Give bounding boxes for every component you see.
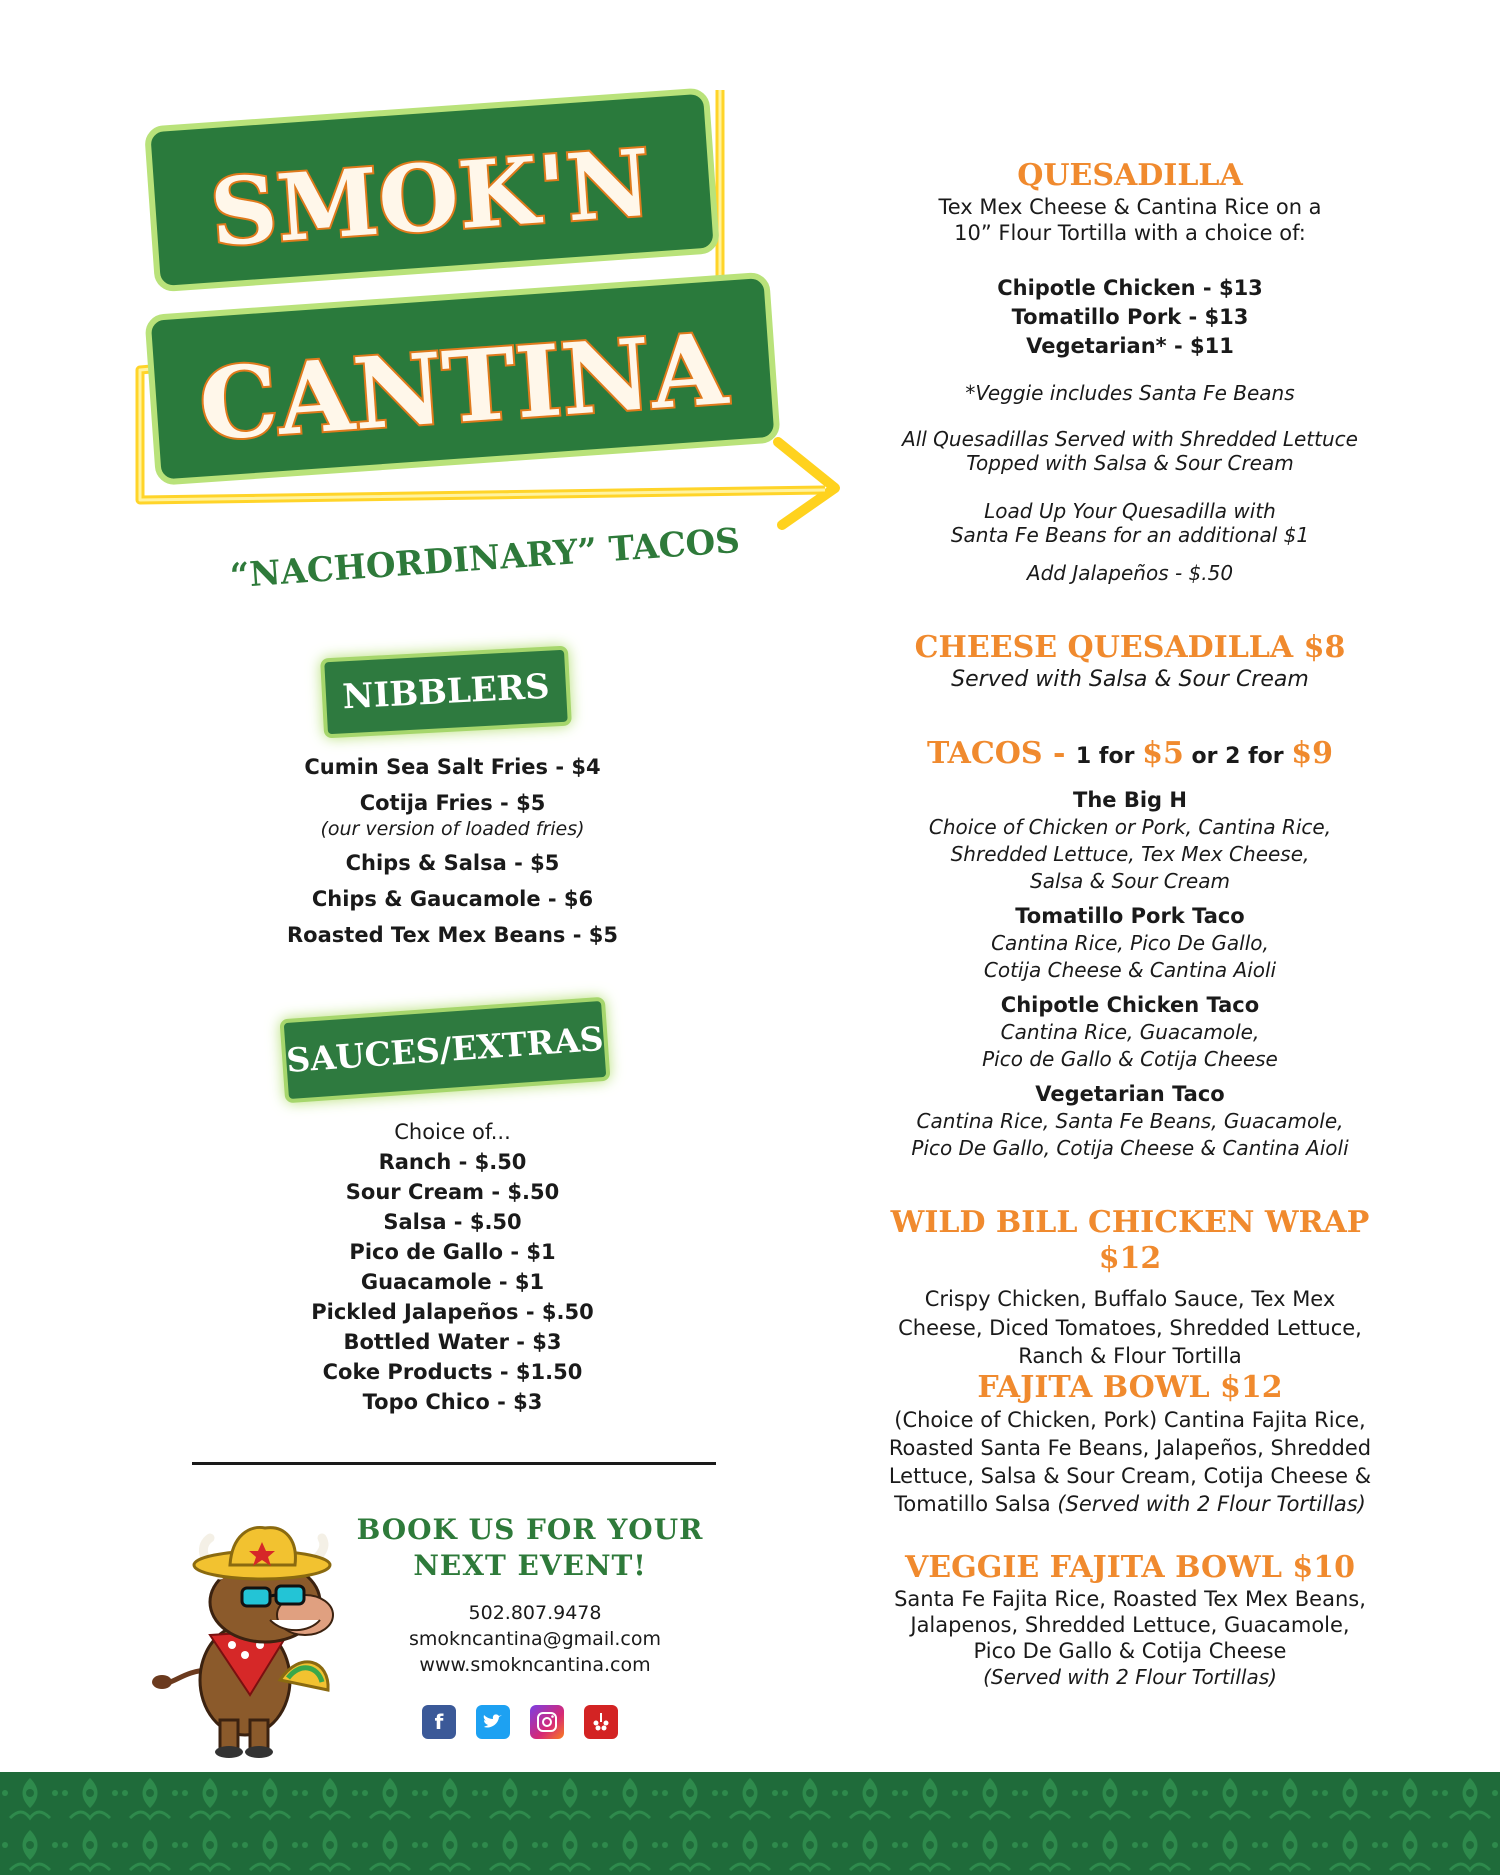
logo-tagline: “NACHORDINARY” TACOS [228, 520, 742, 590]
quesadilla-option: Chipotle Chicken - $13 [997, 276, 1263, 300]
veggie-fajita-desc: Pico De Gallo & Cotija Cheese [973, 1639, 1287, 1663]
instagram-icon[interactable] [530, 1705, 564, 1739]
taco-name: Tomatillo Pork Taco [1015, 904, 1245, 928]
sauce-item: Coke Products - $1.50 [322, 1360, 583, 1384]
logo-line1: SMOK'N [207, 128, 655, 268]
quesadilla-note: Load Up Your Quesadilla with [984, 499, 1276, 523]
sauce-item: Pickled Jalapeños - $.50 [311, 1300, 594, 1324]
twitter-icon[interactable] [476, 1705, 510, 1739]
fajita-desc-italic: (Served with 2 Flour Tortillas) [1057, 1492, 1366, 1516]
quesadilla-note: Add Jalapeños - $.50 [1026, 561, 1234, 585]
quesadilla-title: QUESADILLA [1017, 158, 1243, 193]
menu-item: Cotija Fries - $5 [359, 791, 546, 815]
email-link[interactable]: smokncantina@gmail.com [408, 1628, 661, 1650]
menu-item: Cumin Sea Salt Fries - $4 [304, 755, 601, 779]
divider [192, 1462, 716, 1465]
contact-info [370, 1600, 700, 1678]
veggie-fajita-section [870, 1550, 1390, 1690]
veggie-fajita-title: VEGGIE FAJITA BOWL $10 [904, 1550, 1356, 1585]
menu-item: Roasted Tex Mex Beans - $5 [287, 923, 618, 947]
taco-name: The Big H [1073, 788, 1187, 812]
taco-desc: Pico de Gallo & Cotija Cheese [982, 1047, 1278, 1071]
menu-item: Chips & Salsa - $5 [345, 851, 560, 875]
sauce-item: Pico de Gallo - $1 [349, 1240, 556, 1264]
taco-desc: Shredded Lettuce, Tex Mex Cheese, [950, 842, 1310, 866]
booking-title-line1: BOOK US FOR YOUR [356, 1513, 704, 1546]
quesadilla-section [870, 158, 1390, 585]
yelp-icon[interactable] [584, 1705, 618, 1739]
veggie-fajita-desc: Santa Fe Fajita Rice, Roasted Tex Mex Beans, [894, 1587, 1366, 1611]
fajita-desc: Roasted Santa Fe Beans, Jalapeños, Shredded [888, 1436, 1372, 1460]
wrap-title: WILD BILL CHICKEN WRAP $12 [890, 1205, 1370, 1276]
veggie-fajita-note: (Served with 2 Flour Tortillas) [983, 1665, 1277, 1689]
wrap-desc: Cheese, Diced Tomatoes, Shredded Lettuce, [898, 1316, 1362, 1340]
taco-desc: Cantina Rice, Santa Fe Beans, Guacamole, [916, 1109, 1344, 1133]
wrap-desc: Crispy Chicken, Buffalo Sauce, Tex Mex [924, 1287, 1336, 1311]
quesadilla-option: Vegetarian* - $11 [1026, 334, 1234, 358]
logo-sign [110, 70, 850, 590]
tacos-title-label: TACOS - [926, 736, 1076, 771]
quesadilla-option: Tomatillo Pork - $13 [1011, 305, 1249, 329]
quesadilla-note: *Veggie includes Santa Fe Beans [965, 381, 1295, 405]
sauces-badge: SAUCES/EXTRAS [279, 997, 610, 1104]
tacos-or: or 2 for [1183, 744, 1292, 769]
sauce-item: Salsa - $.50 [383, 1210, 522, 1234]
sauces-intro: Choice of... [394, 1120, 511, 1144]
cheese-quesadilla-title: CHEESE QUESADILLA $8 [914, 630, 1346, 665]
taco-name: Vegetarian Taco [1035, 1082, 1225, 1106]
logo-line2: CANTINA [195, 311, 731, 464]
taco-desc: Cantina Rice, Guacamole, [1000, 1020, 1260, 1044]
booking-title [330, 1512, 730, 1584]
tacos-one: 1 for [1075, 744, 1143, 769]
sauce-item: Guacamole - $1 [360, 1270, 545, 1294]
quesadilla-desc: 10” Flour Tortilla with a choice of: [954, 221, 1306, 245]
taco-desc: Choice of Chicken or Pork, Cantina Rice, [928, 815, 1332, 839]
social-links [422, 1705, 618, 1741]
facebook-icon[interactable]: f [422, 1705, 456, 1739]
quesadilla-note: Santa Fe Beans for an additional $1 [950, 523, 1310, 547]
menu-item-note: (our version of loaded fries) [320, 818, 585, 840]
menu-item: Chips & Gaucamole - $6 [311, 887, 594, 911]
logo [110, 70, 850, 590]
sauce-item: Ranch - $.50 [378, 1150, 527, 1174]
taco-desc: Cantina Rice, Pico De Gallo, [991, 931, 1269, 955]
veggie-fajita-desc: Jalapenos, Shredded Lettuce, Guacamole, [910, 1613, 1350, 1637]
fajita-desc-last [870, 1490, 1390, 1518]
taco-desc: Pico De Gallo, Cotija Cheese & Cantina Aioli [911, 1136, 1349, 1160]
cheese-quesadilla-section [870, 630, 1390, 694]
website-link[interactable]: www.smokncantina.com [419, 1654, 651, 1676]
fajita-desc: Lettuce, Salsa & Sour Cream, Cotija Cheese & [888, 1464, 1372, 1488]
nibblers-list [190, 752, 715, 950]
quesadilla-note: All Quesadillas Served with Shredded Lettuce [902, 427, 1358, 451]
tacos-title [870, 736, 1390, 775]
quesadilla-desc: Tex Mex Cheese & Cantina Rice on a [938, 195, 1322, 219]
taco-name: Chipotle Chicken Taco [1000, 993, 1260, 1017]
taco-desc: Salsa & Sour Cream [1030, 869, 1230, 893]
nibblers-badge: NIBBLERS [320, 646, 572, 739]
tacos-section [870, 736, 1390, 1162]
tacos-one-price: $5 [1142, 736, 1184, 771]
quesadilla-note: Topped with Salsa & Sour Cream [966, 451, 1294, 475]
sauce-item: Topo Chico - $3 [362, 1390, 543, 1414]
fajita-section [870, 1370, 1390, 1518]
tacos-two-price: $9 [1291, 736, 1334, 771]
wrap-desc: Ranch & Flour Tortilla [1018, 1344, 1242, 1368]
fajita-desc-plain: Tomatillo Salsa [894, 1492, 1058, 1516]
sauces-list [190, 1117, 715, 1417]
booking-title-line2: NEXT EVENT! [413, 1549, 647, 1582]
fajita-title: FAJITA BOWL $12 [977, 1370, 1283, 1405]
phone-number[interactable]: 502.807.9478 [468, 1602, 602, 1624]
fajita-desc: (Choice of Chicken, Pork) Cantina Fajita Rice, [894, 1408, 1366, 1432]
decorative-footer-band [0, 1772, 1500, 1875]
taco-desc: Cotija Cheese & Cantina Aioli [983, 958, 1277, 982]
sauce-item: Bottled Water - $3 [343, 1330, 562, 1354]
wrap-section [870, 1205, 1390, 1370]
sauce-item: Sour Cream - $.50 [345, 1180, 560, 1204]
cheese-quesadilla-desc: Served with Salsa & Sour Cream [951, 667, 1309, 692]
